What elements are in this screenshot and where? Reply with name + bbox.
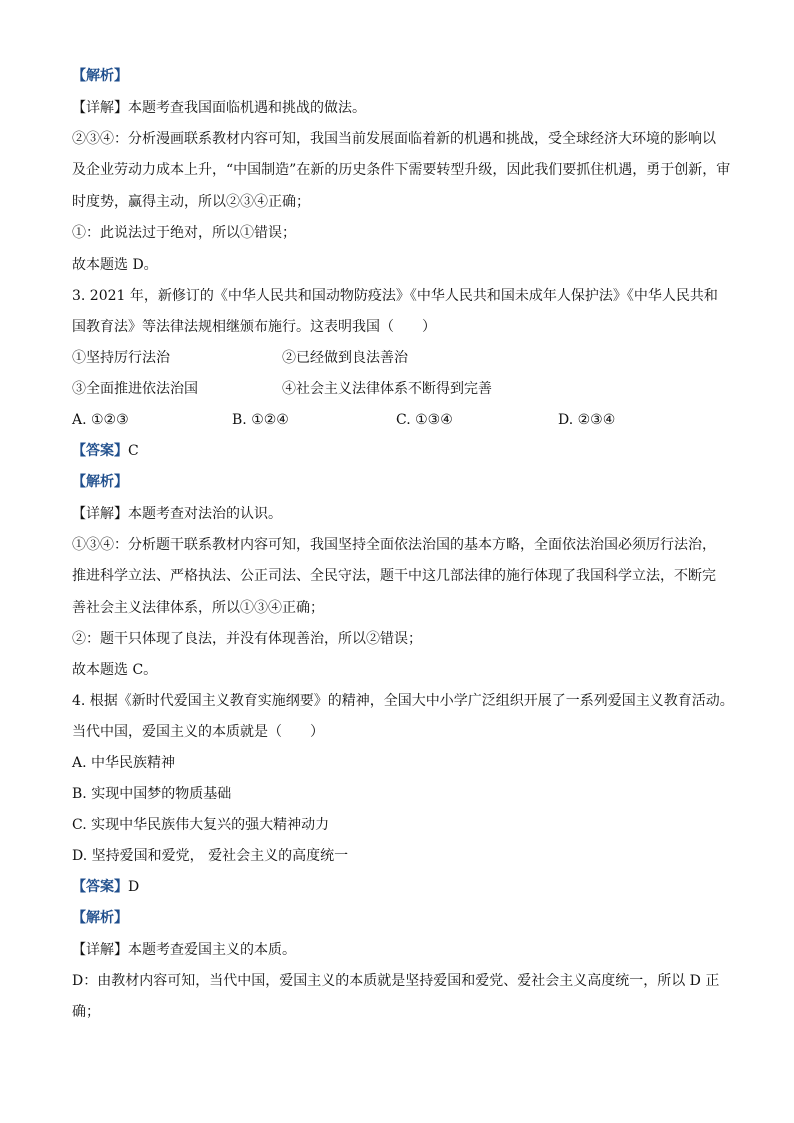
q4-analysis-label: 【解析】 [72,910,128,926]
q4-option-d: D. 坚持爱国和爱党， 爱社会主义的高度统一 [72,848,349,864]
q2-analysis-label: 【解析】 [72,68,128,84]
q3-detail: 【详解】本题考查对法治的认识。 [72,506,282,522]
q3-paragraph-1: ①③④：分析题干联系教材内容可知，我国坚持全面依法治国的基本方略，全面依法治国必须厉行法治， [72,537,716,553]
q3-stem-line-2: 国教育法》等法律法规相继颁布施行。这表明我国（ ） [72,319,436,335]
q3-paragraph-3: 善社会主义法律体系，所以①③④正确； [72,600,324,616]
q4-detail: 【详解】本题考查爱国主义的本质。 [72,942,296,958]
q4-stem-line-2: 当代中国，爱国主义的本质就是（ ） [72,724,324,740]
q3-stem-line-1: 3. 2021 年，新修订的《中华人民共和国动物防疫法》《中华人民共和国未成年人保护法》《中华人民共和 [72,288,718,304]
q4-answer-label: 【答案】 [72,879,128,895]
q3-statement-1: ①坚持厉行法治 [72,350,170,366]
q3-statement-3: ③全面推进依法治国 [72,381,198,397]
q3-paragraph-2: 推进科学立法、严格执法、公正司法、全民守法，题干中这几部法律的施行体现了我国科学立法，不断完 [72,568,716,584]
q3-option-b: B. ①②④ [232,412,289,428]
q3-conclusion: 故本题选 C。 [72,662,158,678]
q4-stem-line-1: 4. 根据《新时代爱国主义教育实施纲要》的精神，全国大中小学广泛组织开展了一系列爱国主义教育活动。 [72,693,734,709]
q3-statement-2: ②已经做到良法善治 [282,350,408,366]
q3-option-d: D. ②③④ [558,412,616,428]
q2-paragraph-2: 及企业劳动力成本上升，“中国制造”在新的历史条件下需要转型升级，因此我们要抓住机遇，勇于创新，审 [72,162,731,178]
q4-option-c: C. 实现中华民族伟大复兴的强大精神动力 [72,817,330,833]
q2-detail: 【详解】本题考查我国面临机遇和挑战的做法。 [72,100,366,116]
q3-option-c: C. ①③④ [396,412,453,428]
q4-paragraph-1: D：由教材内容可知，当代中国，爱国主义的本质就是坚持爱国和爱党、爱社会主义高度统一，所以 D 正 [72,973,720,989]
q3-statement-4: ④社会主义法律体系不断得到完善 [282,381,492,397]
q3-answer-value: C [128,443,139,459]
q3-answer [72,441,724,461]
q4-answer [72,877,724,897]
q4-paragraph-2: 确； [72,1004,100,1020]
q3-paragraph-4: ②：题干只体现了良法，并没有体现善治，所以②错误； [72,631,422,647]
q3-option-a: A. ①②③ [72,412,129,428]
q2-paragraph-4: ①：此说法过于绝对，所以①错误； [72,225,296,241]
q3-answer-label: 【答案】 [72,443,128,459]
q4-option-b: B. 实现中国梦的物质基础 [72,786,232,802]
q2-paragraph-3: 时度势，赢得主动，所以②③④正确； [72,194,310,210]
q2-paragraph-1: ②③④：分析漫画联系教材内容可知，我国当前发展面临着新的机遇和挑战，受全球经济大环境的影响以 [72,131,716,147]
q4-option-a: A. 中华民族精神 [72,755,176,771]
q3-analysis-label: 【解析】 [72,474,128,490]
q2-conclusion: 故本题选 D。 [72,257,158,273]
q4-answer-value: D [128,879,140,895]
